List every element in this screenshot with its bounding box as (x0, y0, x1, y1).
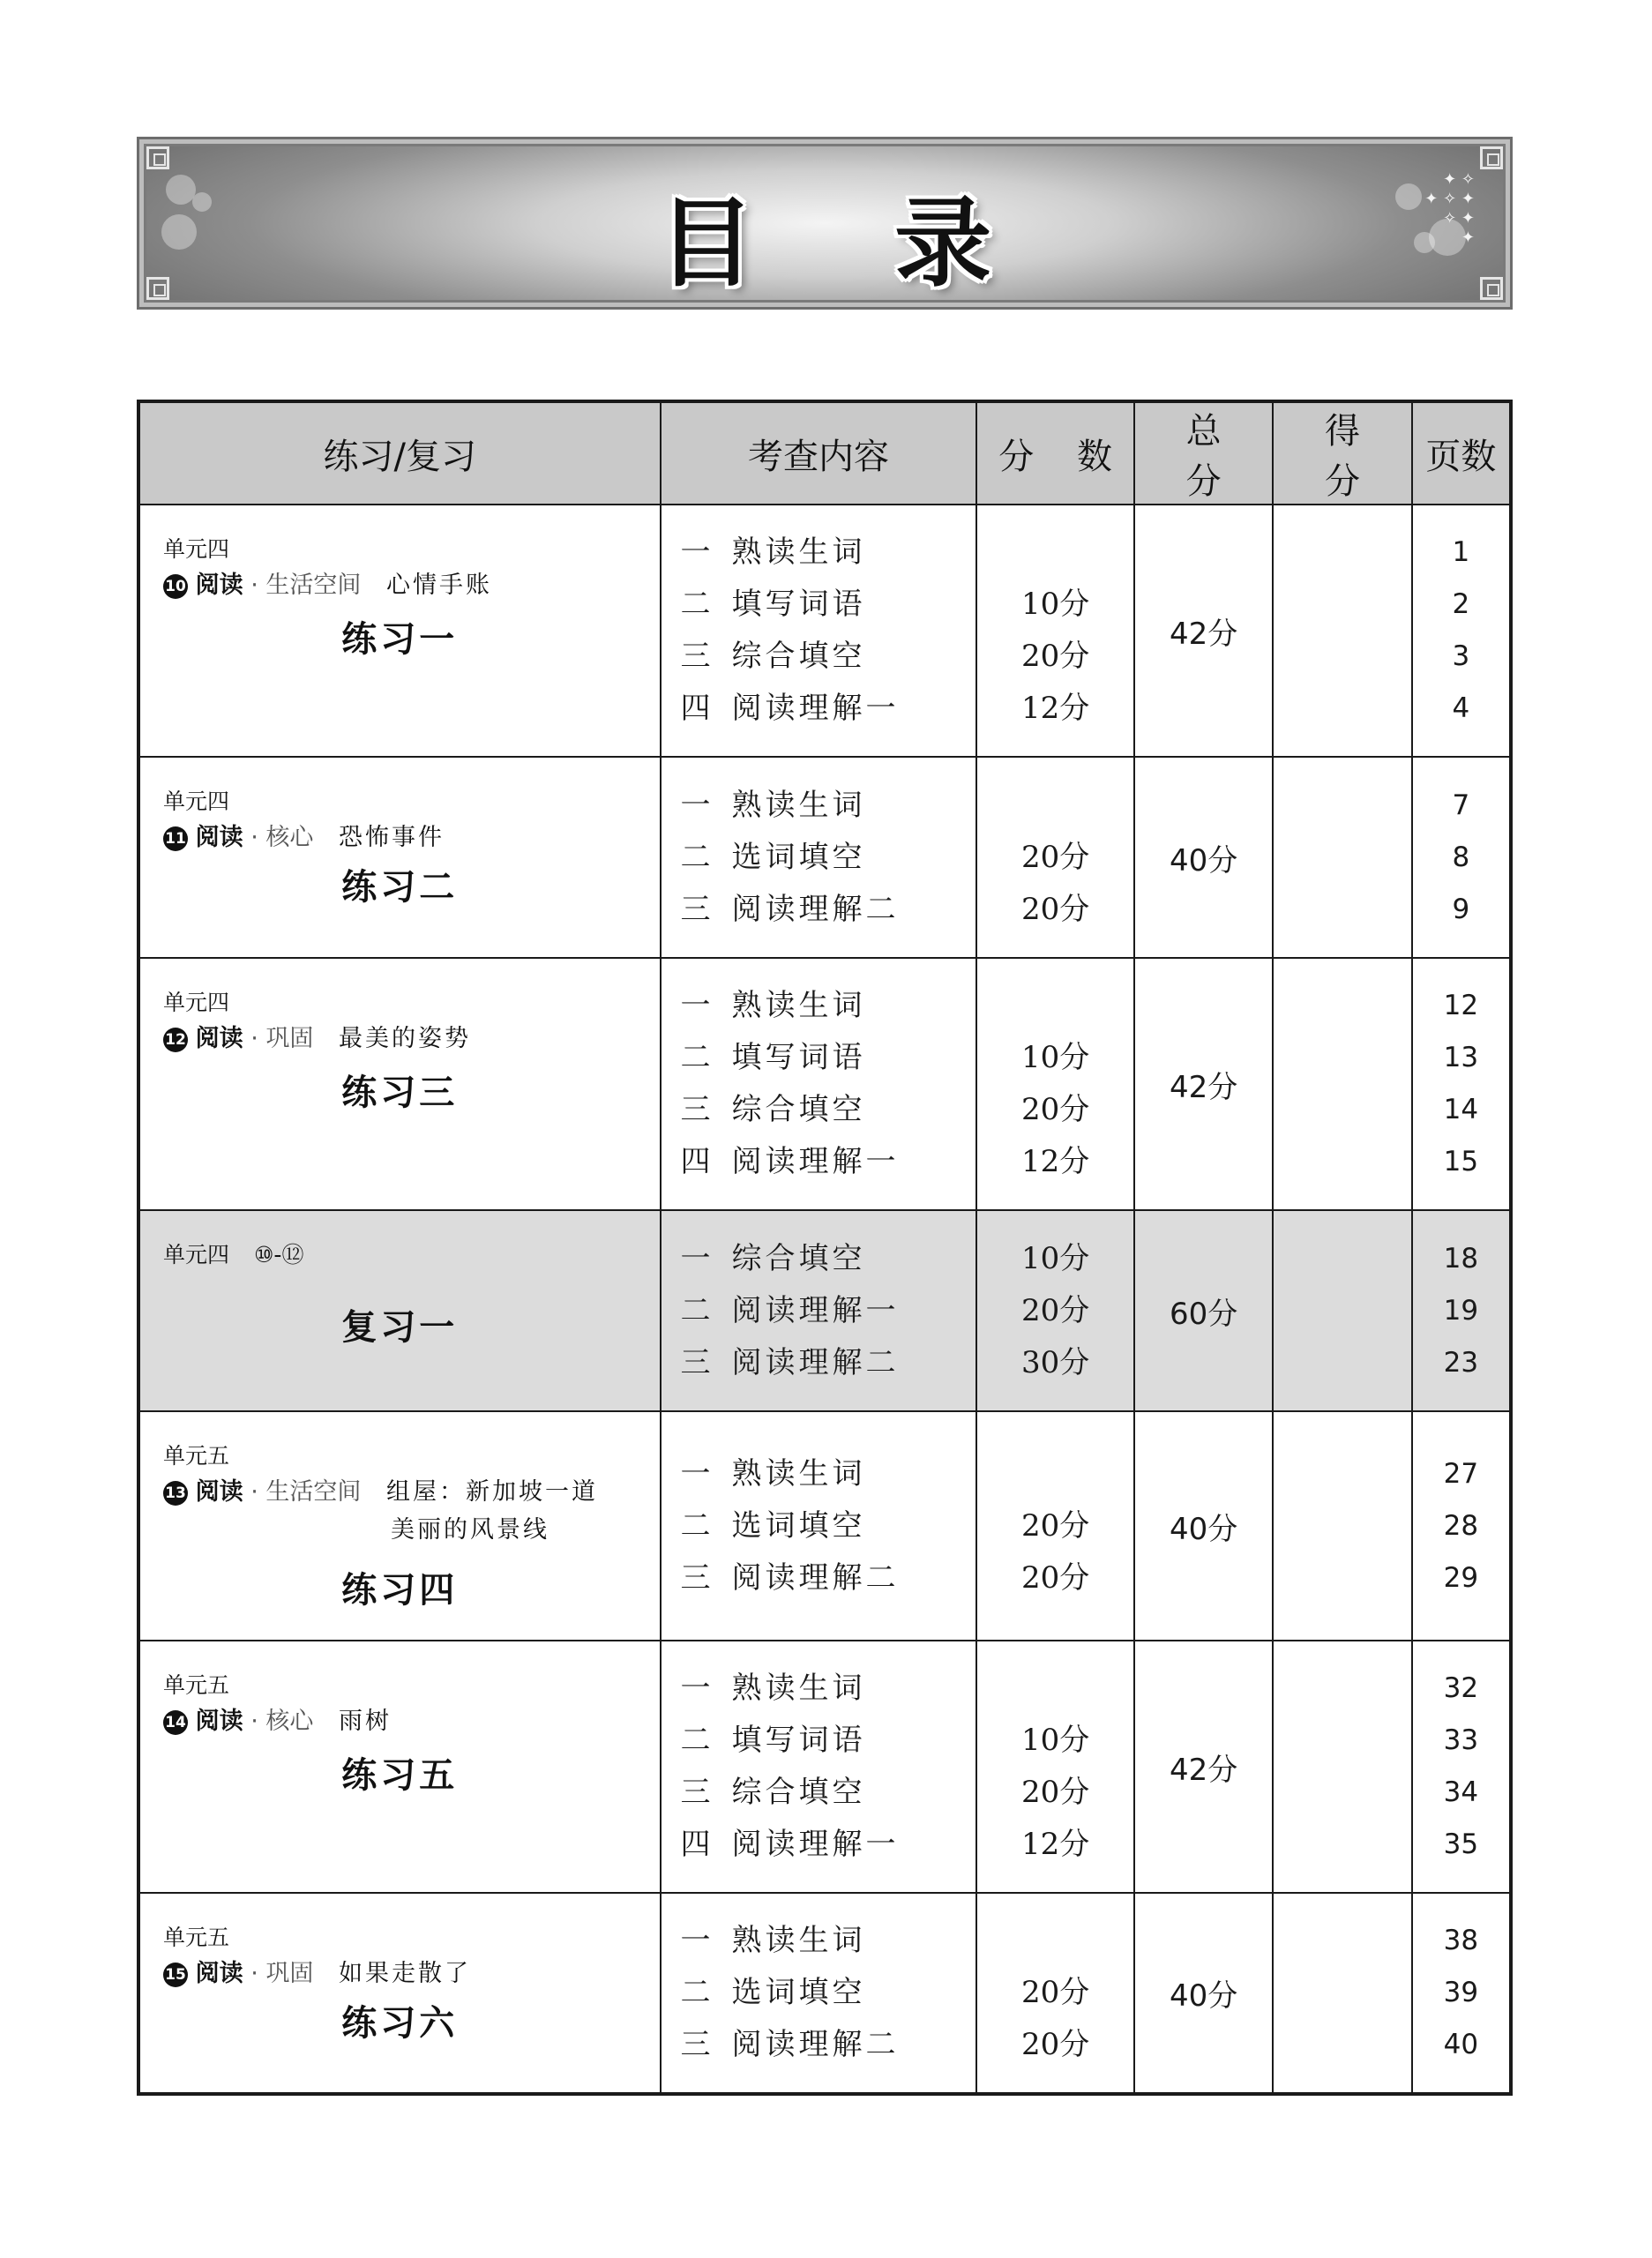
score-list (977, 780, 1132, 936)
lesson-range: ⑩-⑫ (254, 1242, 304, 1267)
lesson-number-badge: 10 (163, 574, 188, 599)
earned-score-blank (1273, 1411, 1411, 1641)
pages-cell (1412, 505, 1511, 757)
exercise-name: 练习四 (341, 1570, 459, 1611)
item-text: 熟读生词 (731, 988, 866, 1023)
item-text: 阅读理解二 (731, 891, 900, 927)
lesson-line (163, 818, 445, 852)
content-item (662, 683, 976, 735)
pages-cell (1412, 1641, 1511, 1893)
score-value (977, 980, 1132, 1032)
total-score: 40分 (1134, 1893, 1273, 2094)
lesson-line (163, 1472, 598, 1544)
page-title: 目 录 (657, 187, 1045, 300)
earned-score-blank (1273, 1893, 1411, 2094)
score-value: 20分 (1021, 1775, 1090, 1810)
content-cell (661, 505, 977, 757)
item-ordinal: 三 (680, 1559, 714, 1596)
content-item (662, 832, 976, 884)
content-cell (661, 958, 977, 1210)
header-exercise: 练习/复习 (138, 401, 661, 505)
title-banner (137, 137, 1513, 310)
total-score: 40分 (1134, 1411, 1273, 1641)
page-list (1413, 780, 1509, 936)
unit-label (163, 1920, 229, 1952)
lesson-number-badge: 13 (163, 1481, 188, 1506)
content-item (662, 1337, 976, 1389)
unit-label (163, 532, 229, 564)
total-score: 40分 (1134, 757, 1273, 958)
category-label: · 核心 (250, 824, 314, 851)
exercise-cell (138, 505, 661, 757)
content-item (662, 1663, 976, 1715)
score-value (977, 1448, 1132, 1500)
content-list (662, 1663, 976, 1871)
exercise-name: 练习六 (341, 2003, 459, 2044)
item-ordinal: 三 (680, 2027, 714, 2062)
item-text: 阅读理解二 (731, 1344, 900, 1380)
item-ordinal: 一 (680, 1923, 714, 1958)
score-list (977, 1915, 1132, 2071)
content-cell (661, 1411, 977, 1641)
page-list (1413, 1448, 1509, 1604)
score-value: 10分 (1021, 1723, 1090, 1758)
page-number: 2 (1452, 588, 1470, 620)
page-number: 8 (1452, 841, 1470, 873)
item-ordinal: 一 (680, 1455, 714, 1492)
header-score: 分 数 (976, 401, 1133, 505)
category-label: · 生活空间 (250, 1478, 362, 1506)
page-number: 39 (1443, 1977, 1479, 2008)
item-text: 阅读理解二 (731, 2027, 900, 2062)
reading-label: 阅读 (195, 1478, 243, 1506)
content-item (662, 631, 976, 683)
reading-label: 阅读 (195, 572, 243, 599)
category-label: · 核心 (250, 1708, 314, 1735)
item-ordinal: 二 (680, 1975, 714, 2010)
exercise-name: 练习三 (341, 1073, 459, 1113)
page-list (1413, 980, 1509, 1188)
item-ordinal: 三 (680, 891, 714, 927)
item-text: 熟读生词 (731, 1455, 866, 1492)
lesson-title: 如果走散了 (338, 1960, 471, 1987)
header-total: 总 分 (1134, 401, 1273, 505)
lesson-line (163, 565, 492, 600)
page-number: 14 (1443, 1094, 1479, 1125)
page-number: 9 (1452, 893, 1470, 925)
item-ordinal: 三 (680, 1092, 714, 1127)
item-text: 填写词语 (731, 1723, 866, 1758)
page-number: 7 (1452, 789, 1470, 821)
table-row (138, 958, 1511, 1210)
content-item (662, 1285, 976, 1337)
score-value: 10分 (1021, 1240, 1090, 1276)
lesson-line (163, 1954, 471, 1988)
reading-label: 阅读 (195, 1025, 243, 1052)
page-number: 27 (1443, 1457, 1479, 1490)
lesson-number-badge: 11 (163, 826, 188, 851)
table-header-row (138, 401, 1511, 505)
item-text: 阅读理解一 (731, 1827, 900, 1862)
content-item (662, 1552, 976, 1604)
content-list (662, 527, 976, 735)
score-cell (976, 1893, 1133, 2094)
score-value: 12分 (1021, 691, 1090, 726)
content-item (662, 1967, 976, 2019)
item-text: 熟读生词 (731, 1923, 866, 1958)
score-cell (976, 958, 1133, 1210)
lesson-number-badge: 12 (163, 1028, 188, 1052)
page-number: 12 (1443, 990, 1479, 1021)
score-value: 12分 (1021, 1144, 1090, 1179)
page-list (1413, 1233, 1509, 1389)
content-list (662, 1448, 976, 1604)
item-text: 熟读生词 (731, 535, 866, 570)
content-item (662, 884, 976, 936)
score-list (977, 1233, 1132, 1389)
total-score: 60分 (1134, 1210, 1273, 1411)
lesson-title: 心情手账 (385, 572, 492, 599)
content-list (662, 1233, 976, 1389)
unit-name: 单元五 (163, 1672, 230, 1698)
score-value (977, 527, 1132, 579)
lesson-title: 组屋：新加坡一道 (385, 1478, 598, 1506)
item-text: 综合填空 (731, 1240, 866, 1276)
page-number: 35 (1443, 1828, 1479, 1860)
item-ordinal: 二 (680, 1723, 714, 1758)
pages-cell (1412, 1210, 1511, 1411)
page-list (1413, 527, 1509, 735)
category-label: · 巩固 (250, 1960, 314, 1987)
content-item (662, 1915, 976, 1967)
table-row (138, 1641, 1511, 1893)
exercise-name: 练习二 (341, 867, 459, 908)
total-score: 42分 (1134, 1641, 1273, 1893)
item-text: 熟读生词 (731, 787, 866, 823)
page-number: 28 (1443, 1509, 1479, 1542)
score-value: 20分 (1021, 1507, 1090, 1544)
item-ordinal: 二 (680, 839, 714, 875)
content-item (662, 1136, 976, 1188)
page-number: 38 (1443, 1925, 1479, 1956)
item-ordinal: 四 (680, 1144, 714, 1179)
item-text: 选词填空 (731, 1507, 866, 1544)
score-cell (976, 505, 1133, 757)
exercise-cell (138, 1641, 661, 1893)
page-list (1413, 1663, 1509, 1871)
reading-label: 阅读 (195, 1708, 243, 1735)
lesson-title-continued: 美丽的风景线 (391, 1516, 549, 1544)
content-item (662, 2019, 976, 2071)
pages-cell (1412, 958, 1511, 1210)
category-label: · 生活空间 (250, 572, 362, 599)
item-ordinal: 一 (680, 535, 714, 570)
item-ordinal: 四 (680, 691, 714, 726)
exercise-name: 练习一 (341, 619, 459, 660)
item-text: 阅读理解一 (731, 691, 900, 726)
page-number: 40 (1443, 2029, 1479, 2060)
item-ordinal: 二 (680, 1292, 714, 1328)
score-list (977, 980, 1132, 1188)
item-text: 综合填空 (731, 1092, 866, 1127)
item-ordinal: 四 (680, 1827, 714, 1862)
score-list (977, 527, 1132, 735)
unit-label (163, 985, 229, 1017)
page-number: 13 (1443, 1042, 1479, 1073)
score-value (977, 1915, 1132, 1967)
unit-name: 单元五 (163, 1925, 230, 1950)
unit-label (163, 784, 229, 816)
pages-cell (1412, 1893, 1511, 2094)
content-list (662, 1915, 976, 2071)
score-value: 20分 (1021, 1559, 1090, 1596)
exercise-name: 练习五 (341, 1755, 459, 1796)
content-item (662, 1500, 976, 1552)
item-ordinal: 二 (680, 587, 714, 622)
score-cell (976, 1641, 1133, 1893)
item-ordinal: 一 (680, 1240, 714, 1276)
score-list (977, 1448, 1132, 1604)
item-ordinal: 三 (680, 639, 714, 674)
score-value: 10分 (1021, 587, 1090, 622)
item-ordinal: 一 (680, 787, 714, 823)
table-row (138, 757, 1511, 958)
earned-score-blank (1273, 958, 1411, 1210)
content-item (662, 579, 976, 631)
lesson-title: 恐怖事件 (338, 824, 445, 851)
lesson-title: 最美的姿势 (338, 1025, 471, 1052)
content-list (662, 780, 976, 936)
score-cell (976, 757, 1133, 958)
item-text: 选词填空 (731, 1975, 866, 2010)
item-text: 选词填空 (731, 839, 866, 875)
sparkle-icon: ✦ ✧ ✦ ✧ ✦ ✧ ✦ ✦ (1424, 170, 1475, 247)
header-pages: 页数 (1412, 401, 1511, 505)
item-text: 熟读生词 (731, 1671, 866, 1706)
score-value (977, 1663, 1132, 1715)
content-item (662, 1448, 976, 1500)
total-score: 42分 (1134, 958, 1273, 1210)
item-ordinal: 二 (680, 1507, 714, 1544)
exercise-name: 复习一 (341, 1307, 459, 1348)
unit-name: 单元四 (163, 789, 230, 814)
item-ordinal: 一 (680, 1671, 714, 1706)
category-label: · 巩固 (250, 1025, 314, 1052)
score-list (977, 1663, 1132, 1871)
lesson-line (163, 1019, 471, 1053)
reading-label: 阅读 (195, 824, 243, 851)
item-text: 填写词语 (731, 1040, 866, 1075)
score-value: 20分 (1021, 839, 1090, 875)
exercise-cell (138, 1893, 661, 2094)
exercise-cell (138, 1411, 661, 1641)
header-content: 考查内容 (661, 401, 977, 505)
score-cell (976, 1210, 1133, 1411)
lesson-line (163, 1701, 392, 1736)
score-value: 20分 (1021, 2027, 1090, 2062)
item-ordinal: 三 (680, 1775, 714, 1810)
score-value: 20分 (1021, 891, 1090, 927)
content-item (662, 1032, 976, 1084)
item-ordinal: 二 (680, 1040, 714, 1075)
page-number: 29 (1443, 1561, 1479, 1594)
table-row (138, 1893, 1511, 2094)
item-text: 综合填空 (731, 639, 866, 674)
content-item (662, 1767, 976, 1819)
page-number: 23 (1443, 1346, 1479, 1379)
unit-name: 单元四 (163, 1242, 230, 1267)
content-item (662, 527, 976, 579)
score-value: 20分 (1021, 1092, 1090, 1127)
lesson-title: 雨树 (338, 1708, 392, 1735)
score-value: 20分 (1021, 1292, 1090, 1328)
content-list (662, 980, 976, 1188)
unit-label (163, 1237, 303, 1269)
content-cell (661, 1893, 977, 2094)
contents-table (137, 400, 1513, 2096)
page-number: 1 (1452, 536, 1470, 568)
score-value: 12分 (1021, 1827, 1090, 1862)
table-row (138, 1411, 1511, 1641)
unit-name: 单元四 (163, 536, 230, 562)
reading-label: 阅读 (195, 1960, 243, 1987)
item-text: 阅读理解二 (731, 1559, 900, 1596)
lesson-number-badge: 14 (163, 1710, 188, 1735)
page-number: 18 (1443, 1242, 1479, 1275)
table-row (138, 1210, 1511, 1411)
content-item (662, 1084, 976, 1136)
unit-label (163, 1439, 229, 1470)
earned-score-blank (1273, 1641, 1411, 1893)
score-value: 30分 (1021, 1344, 1090, 1380)
item-text: 综合填空 (731, 1775, 866, 1810)
content-cell (661, 757, 977, 958)
content-cell (661, 1641, 977, 1893)
pages-cell (1412, 1411, 1511, 1641)
page-number: 19 (1443, 1294, 1479, 1327)
exercise-cell (138, 1210, 661, 1411)
score-value (977, 780, 1132, 832)
content-cell (661, 1210, 977, 1411)
page-number: 32 (1443, 1672, 1479, 1704)
item-text: 阅读理解一 (731, 1144, 900, 1179)
unit-label (163, 1668, 229, 1700)
pages-cell (1412, 757, 1511, 958)
earned-score-blank (1273, 1210, 1411, 1411)
earned-score-blank (1273, 757, 1411, 958)
page-number: 34 (1443, 1776, 1479, 1808)
item-text: 阅读理解一 (731, 1292, 900, 1328)
header-earned: 得 分 (1273, 401, 1411, 505)
score-value: 20分 (1021, 1975, 1090, 2010)
page-list (1413, 1915, 1509, 2071)
page-number: 4 (1452, 692, 1470, 724)
page-number: 33 (1443, 1724, 1479, 1756)
lesson-number-badge: 15 (163, 1963, 188, 1987)
item-ordinal: 一 (680, 988, 714, 1023)
score-cell (976, 1411, 1133, 1641)
page-number: 3 (1452, 640, 1470, 672)
content-item (662, 1819, 976, 1871)
item-ordinal: 三 (680, 1344, 714, 1380)
score-value: 10分 (1021, 1040, 1090, 1075)
item-text: 填写词语 (731, 587, 866, 622)
exercise-cell (138, 757, 661, 958)
content-item (662, 780, 976, 832)
table-row (138, 505, 1511, 757)
content-item (662, 1715, 976, 1767)
unit-name: 单元五 (163, 1443, 230, 1469)
score-value: 20分 (1021, 639, 1090, 674)
content-item (662, 980, 976, 1032)
content-item (662, 1233, 976, 1285)
exercise-cell (138, 958, 661, 1210)
earned-score-blank (1273, 505, 1411, 757)
unit-name: 单元四 (163, 990, 230, 1015)
total-score: 42分 (1134, 505, 1273, 757)
page-number: 15 (1443, 1146, 1479, 1178)
